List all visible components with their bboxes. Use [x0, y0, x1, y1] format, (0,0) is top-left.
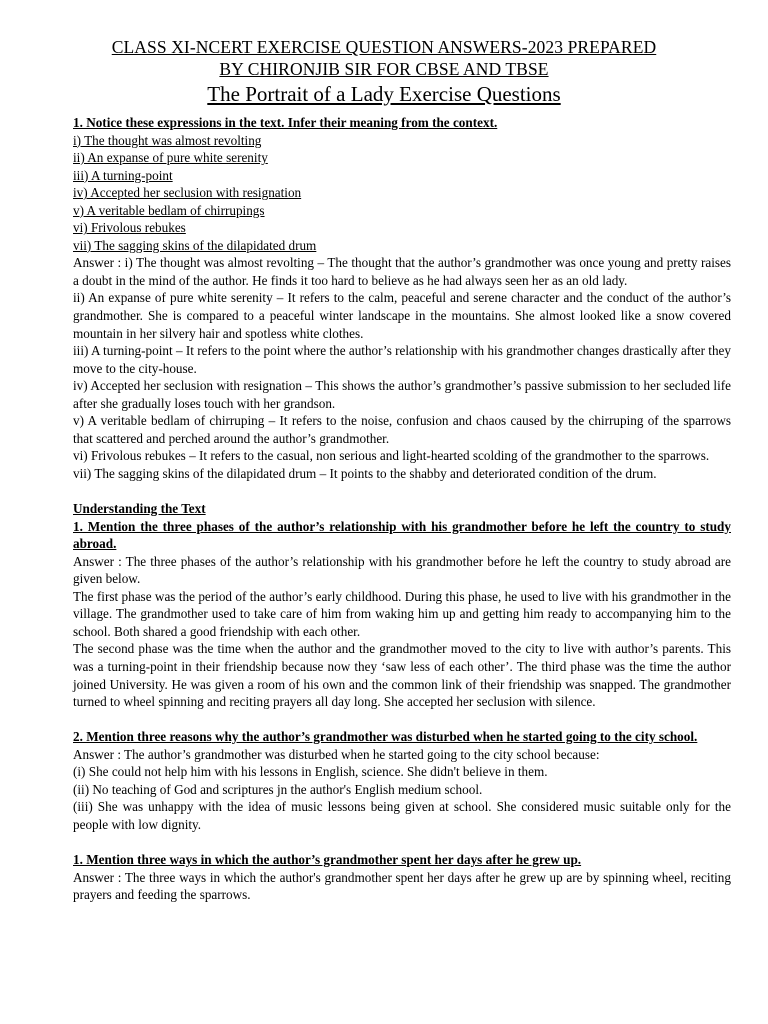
spacer	[73, 482, 731, 500]
spacer	[73, 833, 731, 851]
answer-paragraph: vii) The sagging skins of the dilapidated drum – It points to the shabby and deteriorated condition of the drum.	[73, 465, 657, 481]
answer-paragraph: ii) An expanse of pure white serenity – It refers to the calm, peaceful and serene character and the conduct of the author’s grandmother. She is compared to a peaceful winter landscape in the mountains. She almost looked like a snow covered mountain in her silvery hair and spotless white clothes.	[73, 290, 731, 341]
question-heading: 1. Mention the three phases of the author’s relationship with his grandmother before he left the country to study abroad.	[73, 518, 731, 552]
answer-paragraph: (ii) No teaching of God and scriptures jn the author's English medium school.	[73, 781, 483, 797]
answer-paragraph: Answer : The three ways in which the author's grandmother spent her days after he grew up are by spinning wheel, reciting prayers and feeding the sparrows.	[73, 869, 731, 903]
expression-item: vii) The sagging skins of the dilapidated drum	[73, 237, 317, 253]
document-header	[0, 36, 768, 107]
expression-item: i) The thought was almost revolting	[73, 132, 262, 148]
expression-item: iii) A turning-point	[73, 167, 173, 183]
answer-paragraph: Answer : The three phases of the author’s relationship with his grandmother before he left the country to study abroad are given below.	[73, 553, 731, 587]
answer-paragraph: vi) Frivolous rebukes – It refers to the casual, non serious and light-hearted scolding of the grandmother to the sparrows.	[73, 448, 710, 464]
header-line-1: CLASS XI-NCERT EXERCISE QUESTION ANSWERS-2023 PREPARED	[111, 37, 657, 57]
answer-paragraph: iv) Accepted her seclusion with resignation – This shows the author’s grandmother’s passive submission to her secluded life after she gradually loses touch with her grandson.	[73, 378, 731, 411]
answer-paragraph: Answer : The author’s grandmother was disturbed when he started going to the city school because:	[73, 746, 600, 762]
question-heading: 2. Mention three reasons why the author’s grandmother was disturbed when he started going to the city school.	[73, 729, 698, 745]
expression-item: vi) Frivolous rebukes	[73, 220, 186, 236]
answer-paragraph: The first phase was the period of the author’s early childhood. During this phase, he used to live with his grandmother in the village. The grandmother used to take care of him from waking him up and getting him ready to accompanying him to the school. Both shared a good friendship with each other.	[73, 588, 731, 639]
expression-item: v) A veritable bedlam of chirrupings	[73, 202, 265, 218]
chapter-title: The Portrait of a Lady Exercise Questions	[207, 82, 561, 106]
section-heading: Understanding the Text	[73, 501, 206, 517]
header-line-2: BY CHIRONJIB SIR FOR CBSE AND TBSE	[219, 59, 549, 79]
answer-paragraph: v) A veritable bedlam of chirruping – It refers to the noise, confusion and chaos caused by the chirruping of the sparrows that scattered and perched around the author’s grandmother.	[73, 413, 731, 446]
answer-paragraph: The second phase was the time when the author and the grandmother moved to the city to live with author’s parents. This was a turning-point in their friendship because now they ‘saw less of each other’. The third phase was the time the author joined University. He was given a room of his own and the common link of their friendship was snapped. The grandmother turned to wheel spinning and reciting prayers all day long. She accepted her seclusion with silence.	[73, 641, 731, 710]
answer-paragraph: (iii) She was unhappy with the idea of music lessons being given at school. She considered music suitable only for the people with low dignity.	[73, 799, 731, 832]
document-body	[73, 114, 731, 904]
answer-paragraph: Answer : i) The thought was almost revolting – The thought that the author’s grandmother was once young and pretty raises a doubt in the mind of the author. He finds it too hard to believe as he had always seen her as an old lady.	[73, 255, 731, 288]
q1-heading: 1. Notice these expressions in the text. Infer their meaning from the context.	[73, 115, 498, 130]
answer-paragraph: (i) She could not help him with his lessons in English, science. She didn't believe in them.	[73, 764, 548, 780]
expression-item: iv) Accepted her seclusion with resignation	[73, 185, 302, 201]
spacer	[73, 711, 731, 729]
answer-paragraph: iii) A turning-point – It refers to the point where the author’s relationship with his grandmother changes drastically after they move to the city-house.	[73, 343, 731, 376]
question-heading: 1. Mention three ways in which the author’s grandmother spent her days after he grew up.	[73, 851, 582, 867]
expression-item: ii) An expanse of pure white serenity	[73, 150, 268, 166]
